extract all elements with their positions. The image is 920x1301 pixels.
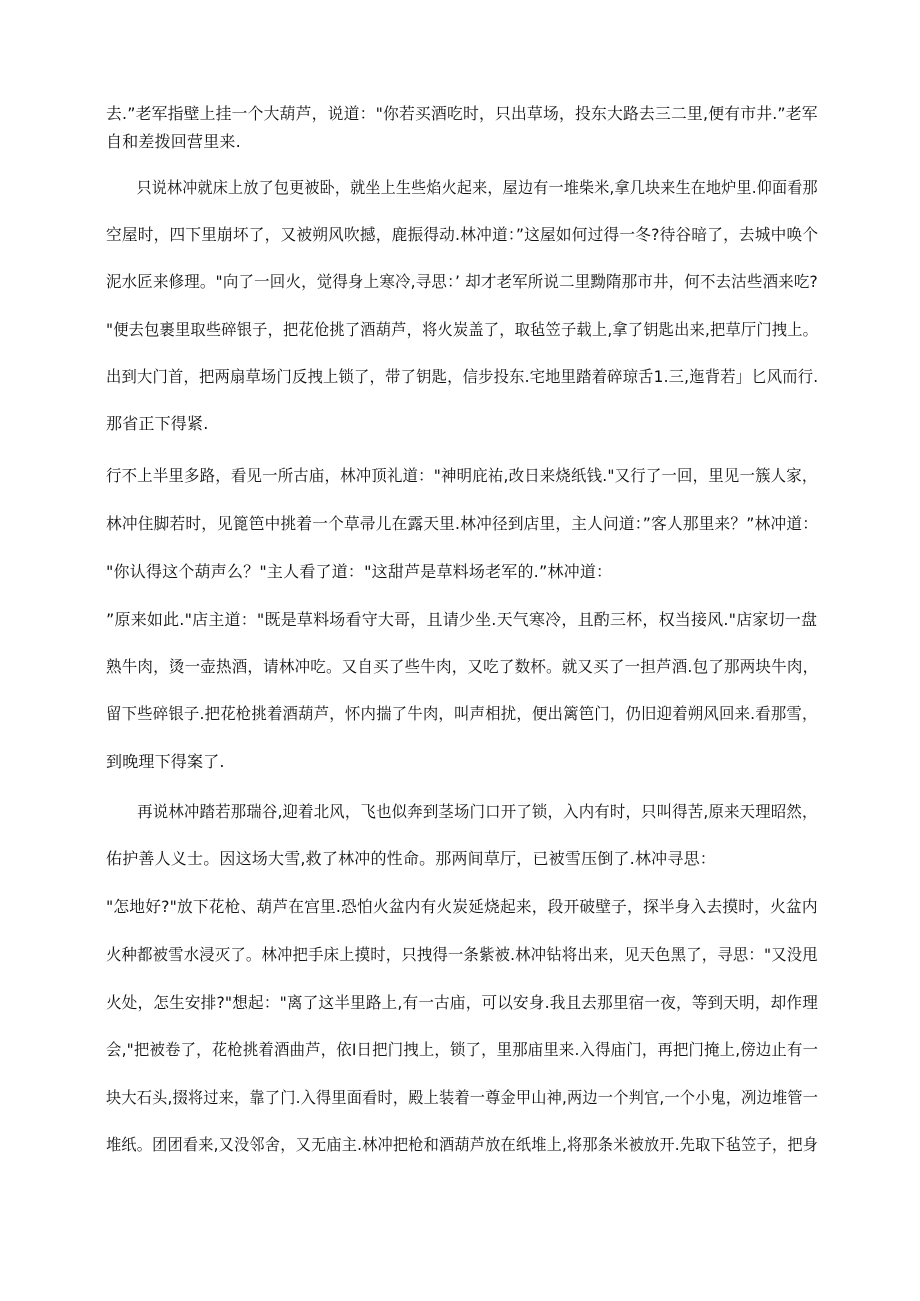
text-line: 留下些碎银子.把花枪挑着酒葫芦，怀内揣了牛肉，叫声相扰，便出篱笆门，仍旧迎着朔风回来.看那雪， xyxy=(106,704,818,723)
text-line: 佑护善人义士。因这场大雪,救了林冲的性命。那两间草厅，已被雪压倒了.林冲寻思： xyxy=(106,849,716,868)
text-line: 去.”老军指壁上挂一个大葫芦，说道："你若买酒吃时，只出草场，投东大路去三二里,便有市井.”老军 xyxy=(106,104,818,123)
text-line: 再说林冲踏若那瑞谷,迎着北风，飞也似奔到茎场门口开了锁，入内有时，只叫得苦,原来天理昭然， xyxy=(106,802,818,821)
text-line: 自和差拨回营里来. xyxy=(106,132,241,151)
text-line: 火处，怎生安排?"想起："离了这半里路上,有一古庙，可以安身.我且去那里宿一夜，等到天明，却作理 xyxy=(106,993,818,1012)
text-line: 出到大门首，把两扇草场门反拽上锁了，带了钥匙，信步投东.宅地里踏着碎琼舌1.三,迤背若」匕风而行. xyxy=(106,367,819,386)
text-line: 会,"把被卷了，花枪挑着酒曲芦，依I日把门拽上，锁了，里那庙里来.入得庙门，再把门掩上,傍边止有一 xyxy=(106,1040,819,1059)
text-line: 只说林冲就床上放了包更被卧，就坐上生些焰火起来，屋边有一堆柴米,拿几块来生在地炉里.仰面看那 xyxy=(106,178,818,197)
text-line: 熟牛肉，烫一壶热酒，请林冲吃。又自买了些牛肉，又吃了数杯。就又买了一担芦酒.包了那两块牛肉， xyxy=(106,657,819,676)
text-line: "便去包裹里取些碎银子，把花伧挑了酒葫芦，将火炭盖了，取毡笠子载上,拿了钥匙出来,把草厅门拽上。 xyxy=(106,320,819,339)
text-line: 火种都被雪水浸灭了。林冲把手床上摸时，只拽得一条紫被.林冲钻将出来，见天色黑了，寻思："又没甩 xyxy=(106,945,818,964)
text-line: 到晚理下得案了. xyxy=(106,752,225,771)
text-line: 林冲住脚若时，见篦笆中挑着一个草帚儿在露天里.林冲径到店里，主人问道：”客人那里来？”林冲道： xyxy=(106,514,819,533)
text-line: ”原来如此."店主道："既是草料场看守大哥，且请少坐.天气寒冷，且酌三杯，权当接风."店家切一盘 xyxy=(106,610,818,629)
text-line: 行不上半里多路，看见一所古庙，林冲顶礼道："神明庇祐,改日来烧纸钱."又行了一回，里见一簇人家， xyxy=(106,466,818,485)
text-line: 块大石头,掇将过来，靠了门.入得里面看时，殿上装着一尊金甲山神,两边一个判官,一个小鬼，冽边堆管一 xyxy=(106,1088,819,1107)
text-line: 空屋时，四下里崩坏了，又被朔风吹撼，鹿振得动.林冲道：”这屋如何过得一冬?待谷暗了，去城中唤个 xyxy=(106,225,819,244)
text-line: "你认得这个葫声么？"主人看了道："这甜芦是草料场老军的.”林冲道： xyxy=(106,562,613,581)
text-line: 泥水匠来修理。"向了一回火，觉得身上寒冷,寻思：’ 却才老军所说二里黝隋那市井，何不去沽些酒来吃? xyxy=(106,272,818,291)
text-line: 堆纸。团团看来,又没邻舍，又无庙主.林冲把枪和酒葫芦放在纸堆上,将那条米被放开.先取下毡笠子，把身 xyxy=(106,1135,819,1154)
text-line: "怎地好?"放下花枪、葫芦在宫里.恐怕火盆内有火炭延烧起来，段开破壁子，探半身入去摸时，火盆内 xyxy=(106,897,818,916)
text-line: 那省正下得紧. xyxy=(106,414,209,433)
